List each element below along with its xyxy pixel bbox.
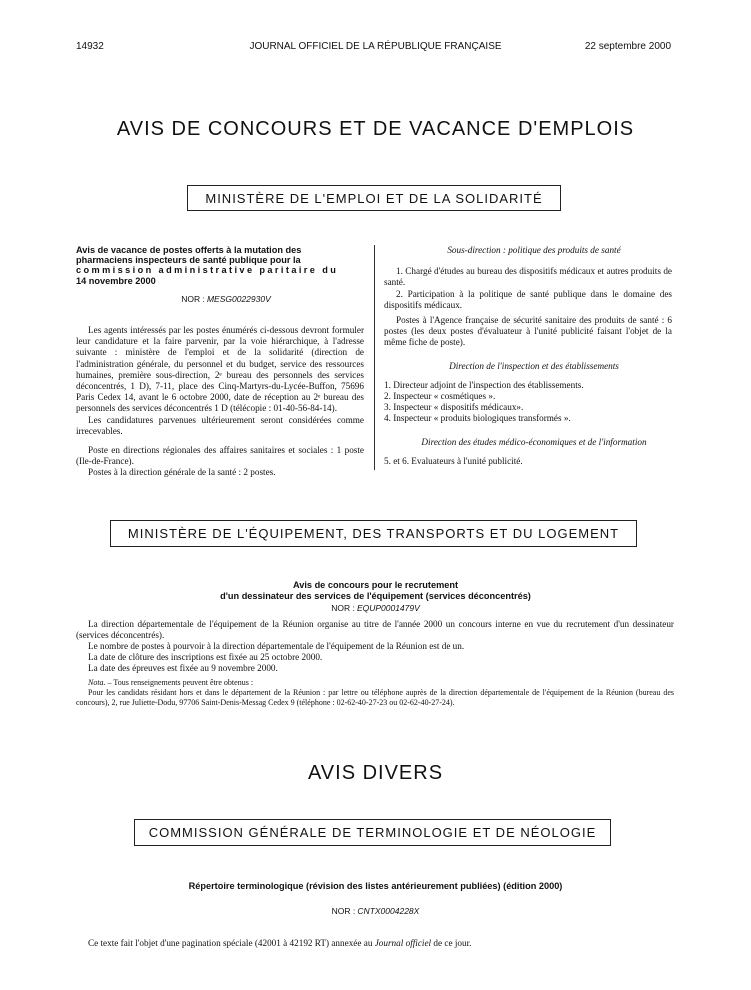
list-item: 1. Directeur adjoint de l'inspection des établissements. <box>384 379 584 390</box>
ministry-label-equipement: MINISTÈRE DE L'ÉQUIPEMENT, DES TRANSPORTS ET DU LOGEMENT <box>127 526 620 541</box>
issue-date: 22 septembre 2000 <box>584 41 671 52</box>
concours-paragraph-1: La direction départementale de l'équipement de la Réunion organise au titre de l'année 2000 un concours interne en vue du recrutement d'un dessinateur (services déconcentrés). <box>76 619 674 640</box>
concours-paragraph-4: La date des épreuves est fixée au 9 novembre 2000. <box>88 663 278 673</box>
post-list <box>384 380 672 425</box>
notice-paragraph-2: Les candidatures parvenues ultérieurement seront considérées comme irrecevables. <box>76 414 364 436</box>
repertoire-title: Répertoire terminologique (révision des listes antérieurement publiées) (édition 2000) <box>188 881 563 891</box>
left-column <box>76 245 364 479</box>
notice-paragraph-4: Postes à la direction générale de la santé : 2 postes. <box>88 467 276 478</box>
post-item-last: 5. et 6. Evaluateurs à l'unité publicité. <box>384 455 523 466</box>
section-title-concours: AVIS DE CONCOURS ET DE VACANCE D'EMPLOIS <box>116 118 635 140</box>
right-column <box>384 245 672 467</box>
concours-title <box>0 580 751 601</box>
journal-title: JOURNAL OFFICIEL DE LA RÉPUBLIQUE FRANÇAISE <box>249 41 502 52</box>
notice-paragraph-1: Les agents intéressés par les postes énumérés ci-dessous devront formuler leur candidature et la faire parvenir, par la voie hiérarchique, à l'adresse suivante : ministère de l'emploi et de la solidarité (direction de l'administration générale, du personnel et du budget, service des ressources humaines, première sous-direction, 2ᵉ bureau des personnels des services déconcentrés, 1 D), 7-11, place des Cinq-Martyrs-du-Lycée-Buffon, 75696 Paris Cedex 14, avant le 6 octobre 2000, date de réception au 2ᵉ bureau des personnels des services déconcentrés 1 D (télécopie : 01-40-56-84-14). <box>76 325 364 414</box>
ministry-box-emploi <box>187 185 561 211</box>
concours-paragraph-2: Le nombre de postes à pourvoir à la direction départementale de l'équipement de la Réunion est de un. <box>88 641 465 651</box>
notice-title-line3: commission administrative paritaire du <box>76 265 339 276</box>
post-item-3: Postes à l'Agence française de sécurité sanitaire des produits de santé : 6 postes (les deux postes d'évaluateur à l'unité publicité faisant l'objet de la même fiche de poste). <box>384 315 672 348</box>
post-item-2: 2. Participation à la politique de santé publique dans le domaine des dispositifs médicaux. <box>384 288 672 310</box>
notice-title-line4: 14 novembre 2000 <box>76 275 156 286</box>
notice-title-line2: pharmaciens inspecteurs de santé publique pour la <box>76 255 301 266</box>
post-item-1: 1. Chargé d'études au bureau des dispositifs médicaux et autres produits de santé. <box>384 266 672 288</box>
subsection-heading-1: Sous-direction : politique des produits de santé <box>447 245 621 255</box>
notice-paragraph-3: Poste en directions régionales des affaires sanitaires et sociales : 1 poste (Ile-de-France). <box>76 445 364 467</box>
concours-title-line2: d'un dessinateur des services de l'équipement (services déconcentrés) <box>220 590 531 601</box>
list-item: 4. Inspecteur « produits biologiques transformés ». <box>384 413 571 424</box>
nor-reference-2: NOR : EQUP0001479V <box>331 603 420 613</box>
notice-title-line1: Avis de vacance de postes offerts à la mutation des <box>76 245 302 255</box>
page-number: 14932 <box>76 41 104 52</box>
list-item: 2. Inspecteur « cosmétiques ». <box>384 391 496 402</box>
subsection-heading-2: Direction de l'inspection et des établissements <box>449 360 619 371</box>
commission-label: COMMISSION GÉNÉRALE DE TERMINOLOGIE ET DE NÉOLOGIE <box>148 825 597 840</box>
list-item: 3. Inspecteur « dispositifs médicaux». <box>384 402 524 413</box>
subsection-heading-3: Direction des études médico-économiques et de l'information <box>421 436 647 447</box>
nor-reference-3: NOR : CNTX0004228X <box>331 906 420 916</box>
nor-reference-1: NOR : MESG0022930V <box>181 293 271 304</box>
ministry-box-equipement <box>110 520 637 547</box>
nota-line: Nota. – Tous renseignements peuvent être obtenus : <box>88 678 254 687</box>
column-divider <box>374 245 375 470</box>
concours-paragraph-3: La date de clôture des inscriptions est fixée au 25 octobre 2000. <box>88 652 323 662</box>
repertoire-text: Ce texte fait l'objet d'une pagination spéciale (42001 à 42192 RT) annexée au Journal officiel de ce jour. <box>88 938 472 948</box>
section-title-divers: AVIS DIVERS <box>307 762 444 784</box>
concours-title-line1: Avis de concours pour le recrutement <box>292 580 459 590</box>
concours-body <box>76 619 674 708</box>
ministry-label-emploi: MINISTÈRE DE L'EMPLOI ET DE LA SOLIDARITÉ <box>205 191 543 206</box>
nota-paragraph: Pour les candidats résidant hors et dans le département de la Réunion : par lettre ou téléphone auprès de la direction départementale de l'équipement de la Réunion (bureau des concours), 2, rue Juliette-Dodu, 97706 Saint-Denis-Messag Cedex 9 (téléphone : 02-62-40-27-23 ou 02-62-40-27-24). <box>76 688 674 707</box>
commission-box <box>134 819 611 846</box>
